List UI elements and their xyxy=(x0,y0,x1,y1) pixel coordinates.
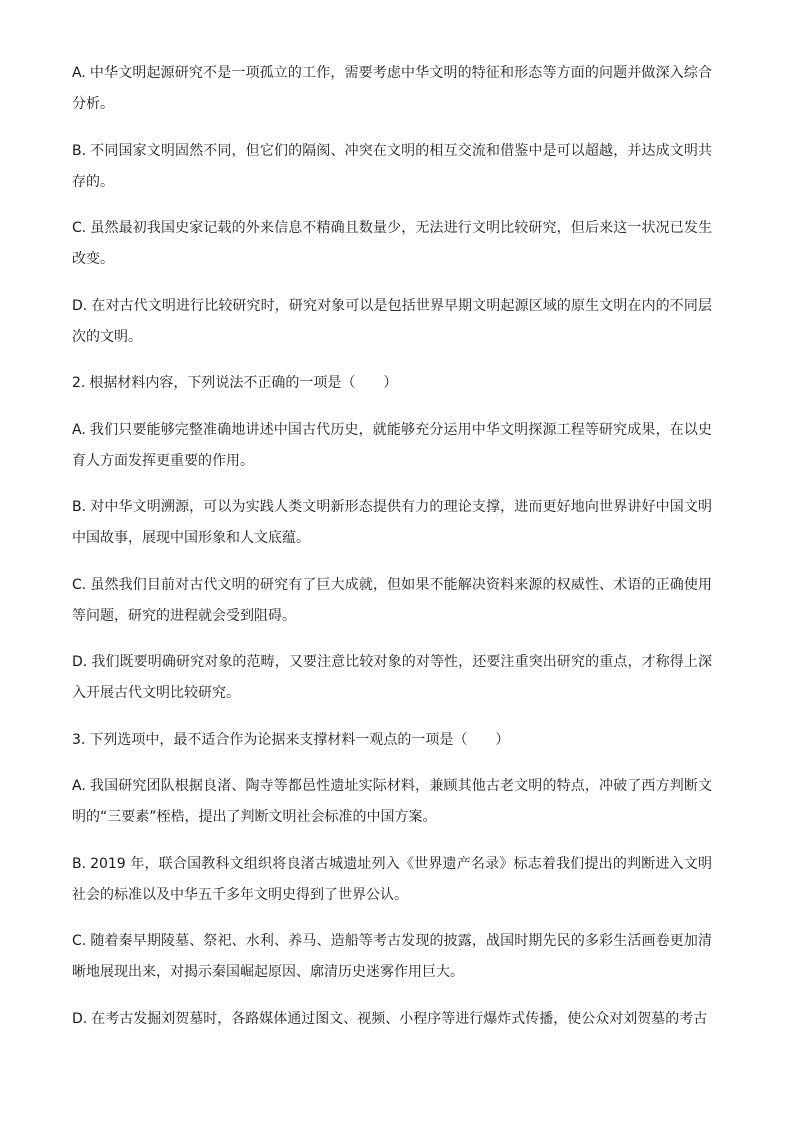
option-text: 中华文明起源研究不是一项孤立的工作，需要考虑中华文明的特征和形态等方面的问题并做深入综合分析。 xyxy=(72,65,712,112)
option-c-q3 xyxy=(72,926,712,988)
option-text: 在对古代文明进行比较研究时，研究对象可以是包括世界早期文明起源区域的原生文明在内的不同层次的文明。 xyxy=(72,297,712,345)
option-tag: D. xyxy=(72,297,88,314)
option-tag: D. xyxy=(72,654,88,670)
option-tag: C. xyxy=(72,576,87,593)
option-c-q1 xyxy=(72,213,712,275)
question-text: 下列选项中，最不适合作为论据来支撑材料一观点的一项是（ ） xyxy=(89,731,510,748)
option-text: 2019 年，联合国教科文组织将良渚古城遗址列入《世界遗产名录》标志着我们提出的判断进入文明社会的标准以及中华五千多年文明史得到了世界公认。 xyxy=(72,855,712,903)
option-tag: D. xyxy=(72,1010,88,1027)
option-text: 对中华文明溯源，可以为实践人类文明新形态提供有力的理论支撑，进而更好地向世界讲好中国文明中国故事，展现中国形象和人文底蕴。 xyxy=(72,499,712,546)
option-tag: B. xyxy=(72,142,87,159)
option-d-q2 xyxy=(72,647,712,709)
option-c-q2 xyxy=(72,570,712,632)
question-number: 3. xyxy=(72,731,86,748)
option-tag: B. xyxy=(72,499,87,515)
option-tag: A. xyxy=(72,778,86,794)
option-a-q1 xyxy=(72,58,712,120)
document-page xyxy=(72,58,712,1050)
option-tag: B. xyxy=(72,855,87,872)
option-d-q3 xyxy=(72,1004,712,1035)
option-text: 虽然我们目前对古代文明的研究有了巨大成就，但如果不能解决资料来源的权威性、术语的正确使用等问题，研究的进程就会受到阻碍。 xyxy=(72,576,712,624)
option-b-q1 xyxy=(72,136,712,198)
option-b-q3 xyxy=(72,849,712,911)
option-text: 我国研究团队根据良渚、陶寺等都邑性遗址实际材料，兼顾其他古老文明的特点，冲破了西方判断文明的“三要素”桎梏，提出了判断文明社会标准的中国方案。 xyxy=(72,778,712,825)
option-a-q3 xyxy=(72,771,712,833)
option-a-q2 xyxy=(72,415,712,477)
option-text: 我们只要能够完整准确地讲述中国古代历史，就能够充分运用中华文明探源工程等研究成果，在以史育人方面发挥更重要的作用。 xyxy=(72,421,712,469)
option-text: 随着秦早期陵墓、祭祀、水利、养马、造船等考古发现的披露，战国时期先民的多彩生活画卷更加清晰地展现出来，对揭示秦国崛起原因、廓清历史迷雾作用巨大。 xyxy=(72,933,712,980)
option-text: 在考古发掘刘贺墓时，各路媒体通过图文、视频、小程序等进行爆炸式传播，使公众对刘贺墓的考古 xyxy=(91,1010,708,1027)
option-tag: C. xyxy=(72,933,87,949)
option-tag: C. xyxy=(72,220,87,236)
option-tag: A. xyxy=(72,421,86,438)
option-b-q2 xyxy=(72,492,712,554)
option-text: 虽然最初我国史家记载的外来信息不精确且数量少，无法进行文明比较研究，但后来这一状况已发生改变。 xyxy=(72,220,712,267)
option-tag: A. xyxy=(72,65,86,81)
option-text: 不同国家文明固然不同，但它们的隔阂、冲突在文明的相互交流和借鉴中是可以超越，并达成文明共存的。 xyxy=(72,142,712,190)
question-3 xyxy=(72,725,712,756)
question-number: 2. xyxy=(72,375,86,391)
question-text: 根据材料内容，下列说法不正确的一项是（ ） xyxy=(89,375,398,391)
option-text: 我们既要明确研究对象的范畴，又要注意比较对象的对等性，还要注重突出研究的重点，才称得上深入开展古代文明比较研究。 xyxy=(72,654,712,701)
question-2 xyxy=(72,368,712,399)
option-d-q1 xyxy=(72,291,712,353)
